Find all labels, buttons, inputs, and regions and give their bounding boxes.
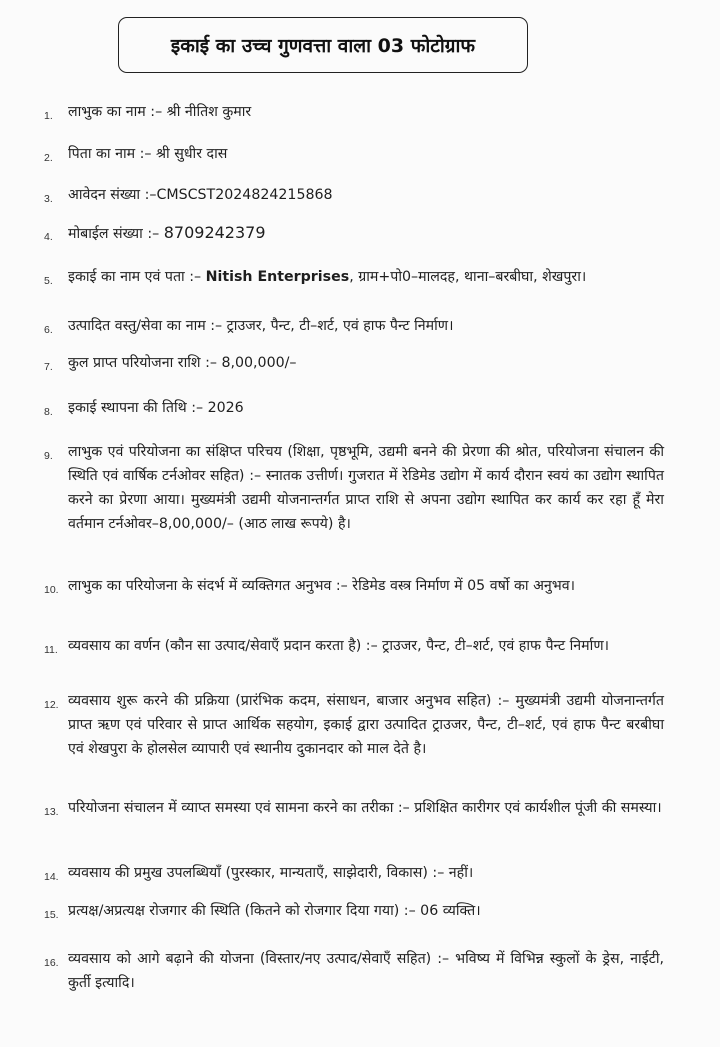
list-item-mobile-number xyxy=(44,221,664,246)
item-text: व्यवसाय का वर्णन (कौन सा उत्पाद/सेवाएँ प्रदान करता है) :– ट्राउजर, पैन्ट, टी–शर्ट, एवं हाफ पैन्ट निर्माण। xyxy=(68,638,609,654)
list-item-achievements xyxy=(44,861,664,885)
item-number: 2. xyxy=(44,152,53,164)
item-number: 5. xyxy=(44,275,53,287)
item-number: 12. xyxy=(44,699,59,711)
list-item-father-name xyxy=(44,142,664,166)
item-text: व्यवसाय की प्रमुख उपलब्धियाँ (पुरस्कार, मान्यताएँ, साझेदारी, विकास) :– नहीं। xyxy=(68,865,474,881)
item-label: मोबाईल संख्या :– xyxy=(68,226,164,242)
page-title: इकाई का उच्च गुणवत्ता वाला 03 फोटोग्राफ xyxy=(118,17,528,73)
list-item-employment-status xyxy=(44,899,664,923)
item-text: परियोजना संचालन में व्याप्त समस्या एवं सामना करने का तरीका :– प्रशिक्षित कारीगर एवं कार्यशील पूंजी की समस्या। xyxy=(68,800,662,816)
item-text: उत्पादित वस्तु/सेवा का नाम :– ट्राउजर, पैन्ट, टी–शर्ट, एवं हाफ पैन्ट निर्माण। xyxy=(68,318,454,334)
unit-name: Nitish Enterprises xyxy=(205,269,350,285)
item-number: 4. xyxy=(44,231,53,243)
unit-address: , ग्राम+पो0–मालदह, थाना–बरबीघा, शेखपुरा। xyxy=(349,269,587,285)
list-item-establishment-date xyxy=(44,396,664,420)
list-item-brief-introduction xyxy=(44,440,664,536)
list-item-product-service xyxy=(44,314,664,338)
list-item-business-description xyxy=(44,634,664,658)
item-number: 11. xyxy=(44,644,58,656)
item-number: 7. xyxy=(44,361,53,373)
item-text: लाभुक का परियोजना के संदर्भ में व्यक्तिगत अनुभव :– रेडिमेड वस्त्र निर्माण में 05 वर्षो का अनुभव। xyxy=(68,578,576,594)
list-item-unit-name-address xyxy=(44,265,664,289)
list-item-startup-process xyxy=(44,689,664,761)
item-text: लाभुक एवं परियोजना का संक्षिप्त परिचय (शिक्षा, पृष्ठभूमि, उद्यमी बनने की प्रेरणा की श्रोत, परियोजना संचालन की स्थिति एवं वार्षिक टर्नओवर सहित) :– स्नातक उत्तीर्ण। गुजरात में रेडिमेड उद्योग में कार्य दौरान स्वयं का उद्योग स्थापित करने का प्रेरणा आया। मुख्यमंत्री उद्यमी योजनान्तर्गत प्राप्त राशि से अपना उद्योग स्थापित कर कार्य कर रहा हूँ मेरा वर्तमान टर्नओवर–8,00,000/– (आठ लाख रूपये) है। xyxy=(68,444,664,532)
item-text: इकाई स्थापना की तिथि :– 2026 xyxy=(68,400,244,416)
mobile-number-value: 8709242379 xyxy=(163,223,266,242)
item-number: 15. xyxy=(44,909,59,921)
item-number: 10. xyxy=(44,584,59,596)
item-text: पिता का नाम :– श्री सुधीर दास xyxy=(68,146,228,162)
list-item-problems-faced xyxy=(44,796,664,820)
item-text: आवेदन संख्या :–CMSCST2024824215868 xyxy=(68,187,333,203)
item-text: प्रत्यक्ष/अप्रत्यक्ष रोजगार की स्थिति (कितने को रोजगार दिया गया) :– 06 व्यक्ति। xyxy=(68,903,481,919)
item-text: कुल प्राप्त परियोजना राशि :– 8,00,000/– xyxy=(68,355,297,371)
list-item-application-number xyxy=(44,183,664,207)
item-number: 14. xyxy=(44,871,59,883)
item-number: 3. xyxy=(44,193,53,205)
item-number: 8. xyxy=(44,406,53,418)
item-text: लाभुक का नाम :– श्री नीतिश कुमार xyxy=(68,104,252,120)
list-item-personal-experience xyxy=(44,574,664,598)
item-text: व्यवसाय शुरू करने की प्रक्रिया (प्रारंभिक कदम, संसाधन, बाजार अनुभव सहित) :– मुख्यमंत्री उद्यमी योजनान्तर्गत प्राप्त ऋण एवं परिवार से प्राप्त आर्थिक सहयोग, इकाई द्वारा उत्पादित ट्राउजर, पैन्ट, टी–शर्ट, एवं हाफ पैन्ट बरबीघा एवं शेखपुरा के होलसेल व्यापारी एवं स्थानीय दुकानदार को माल देते है। xyxy=(68,693,664,757)
item-number: 13. xyxy=(44,806,59,818)
item-label: इकाई का नाम एवं पता :– xyxy=(68,269,206,285)
list-item-beneficiary-name xyxy=(44,100,664,124)
item-number: 9. xyxy=(44,450,53,462)
item-number: 16. xyxy=(44,957,59,969)
item-text: व्यवसाय को आगे बढ़ाने की योजना (विस्तार/नए उत्पाद/सेवाएँ सहित) :– भविष्य में विभिन्न स्कुलों के ड्रेस, नाईटी, कुर्ती इत्यादि। xyxy=(68,951,664,991)
list-item-project-amount xyxy=(44,351,664,375)
list-item-future-plan xyxy=(44,947,664,995)
item-number: 6. xyxy=(44,324,53,336)
item-number: 1. xyxy=(44,110,53,122)
